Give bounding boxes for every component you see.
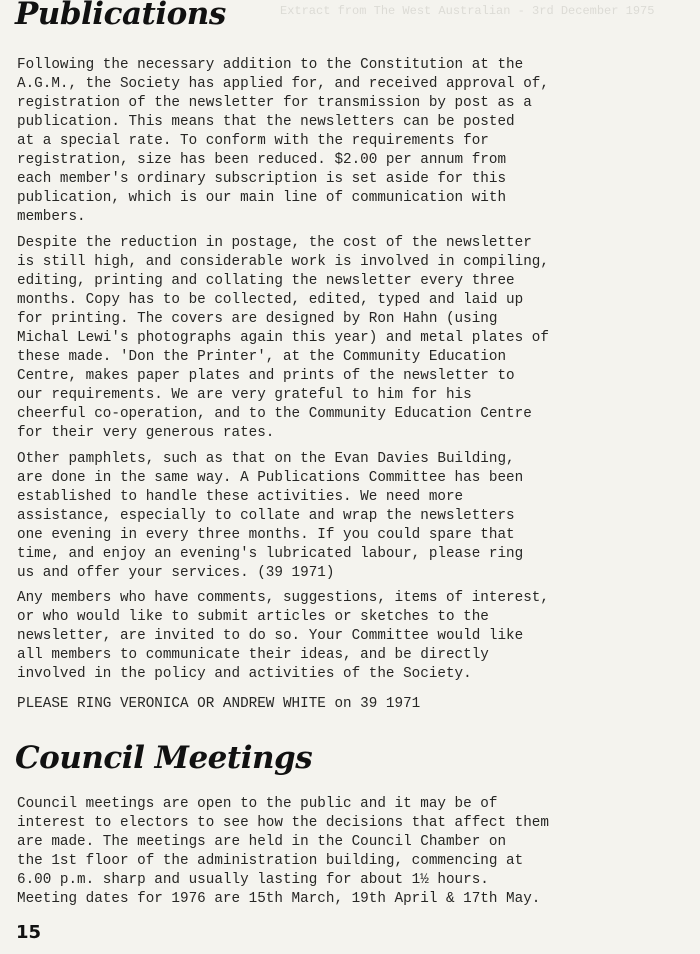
council-meetings-heading: Council Meetings [15,740,313,776]
text-line: is still high, and considerable work is involved in compiling, [17,254,549,270]
publications-paragraph-2 [17,234,699,443]
text-line: us and offer your services. (39 1971) [17,565,335,581]
text-line: Other pamphlets, such as that on the Evan Davies Building, [17,451,515,467]
text-line: Michal Lewi's photographs again this year) and metal plates of [17,330,549,346]
text-line: Meeting dates for 1976 are 15th March, 19th April & 17th May. [17,891,541,907]
text-line: at a special rate. To conform with the requirements for [17,133,489,149]
text-line: Any members who have comments, suggestions, items of interest, [17,590,549,606]
council-meetings-paragraph [17,795,699,909]
text-line: all members to communicate their ideas, and be directly [17,647,489,663]
text-line: Despite the reduction in postage, the cost of the newsletter [17,235,532,251]
text-line: established to handle these activities. We need more [17,489,464,505]
text-line: newsletter, are invited to do so. Your Committee would like [17,628,524,644]
text-line: are done in the same way. A Publications Committee has been [17,470,524,486]
page-number: 15 [16,922,42,943]
text-line: are made. The meetings are held in the Council Chamber on [17,834,507,850]
publications-paragraph-4 [17,589,699,684]
text-line: registration of the newsletter for transmission by post as a [17,95,532,111]
publications-paragraph-1 [17,56,699,227]
text-line: members. [17,209,86,225]
text-line: cheerful co-operation, and to the Community Education Centre [17,406,532,422]
text-line: time, and enjoy an evening's lubricated labour, please ring [17,546,524,562]
text-line: our requirements. We are very grateful to him for his [17,387,472,403]
publications-heading: Publications [15,0,226,32]
text-line: PLEASE RING VERONICA OR ANDREW WHITE on 39 1971 [17,696,421,712]
show-through-text: Extract from The West Australian - 3rd December 1975 [280,4,655,18]
text-line: for their very generous rates. [17,425,275,441]
publications-paragraph-3 [17,450,699,583]
text-line: publication. This means that the newsletters can be posted [17,114,515,130]
text-line: assistance, especially to collate and wrap the newsletters [17,508,515,524]
text-line: each member's ordinary subscription is set aside for this [17,171,507,187]
text-line: registration, size has been reduced. $2.00 per annum from [17,152,507,168]
contact-line [17,695,699,714]
text-line: one evening in every three months. If you could spare that [17,527,515,543]
text-line: publication, which is our main line of communication with [17,190,507,206]
text-line: Centre, makes paper plates and prints of the newsletter to [17,368,515,384]
text-line: editing, printing and collating the newsletter every three [17,273,515,289]
text-line: 6.00 p.m. sharp and usually lasting for about 1½ hours. [17,872,489,888]
text-line: for printing. The covers are designed by Ron Hahn (using [17,311,498,327]
text-line: Following the necessary addition to the Constitution at the [17,57,524,73]
text-line: these made. 'Don the Printer', at the Community Education [17,349,507,365]
text-line: or who would like to submit articles or sketches to the [17,609,489,625]
text-line: A.G.M., the Society has applied for, and received approval of, [17,76,549,92]
text-line: months. Copy has to be collected, edited, typed and laid up [17,292,524,308]
text-line: the 1st floor of the administration building, commencing at [17,853,524,869]
text-line: interest to electors to see how the decisions that affect them [17,815,549,831]
text-line: Council meetings are open to the public and it may be of [17,796,498,812]
text-line: involved in the policy and activities of the Society. [17,666,472,682]
